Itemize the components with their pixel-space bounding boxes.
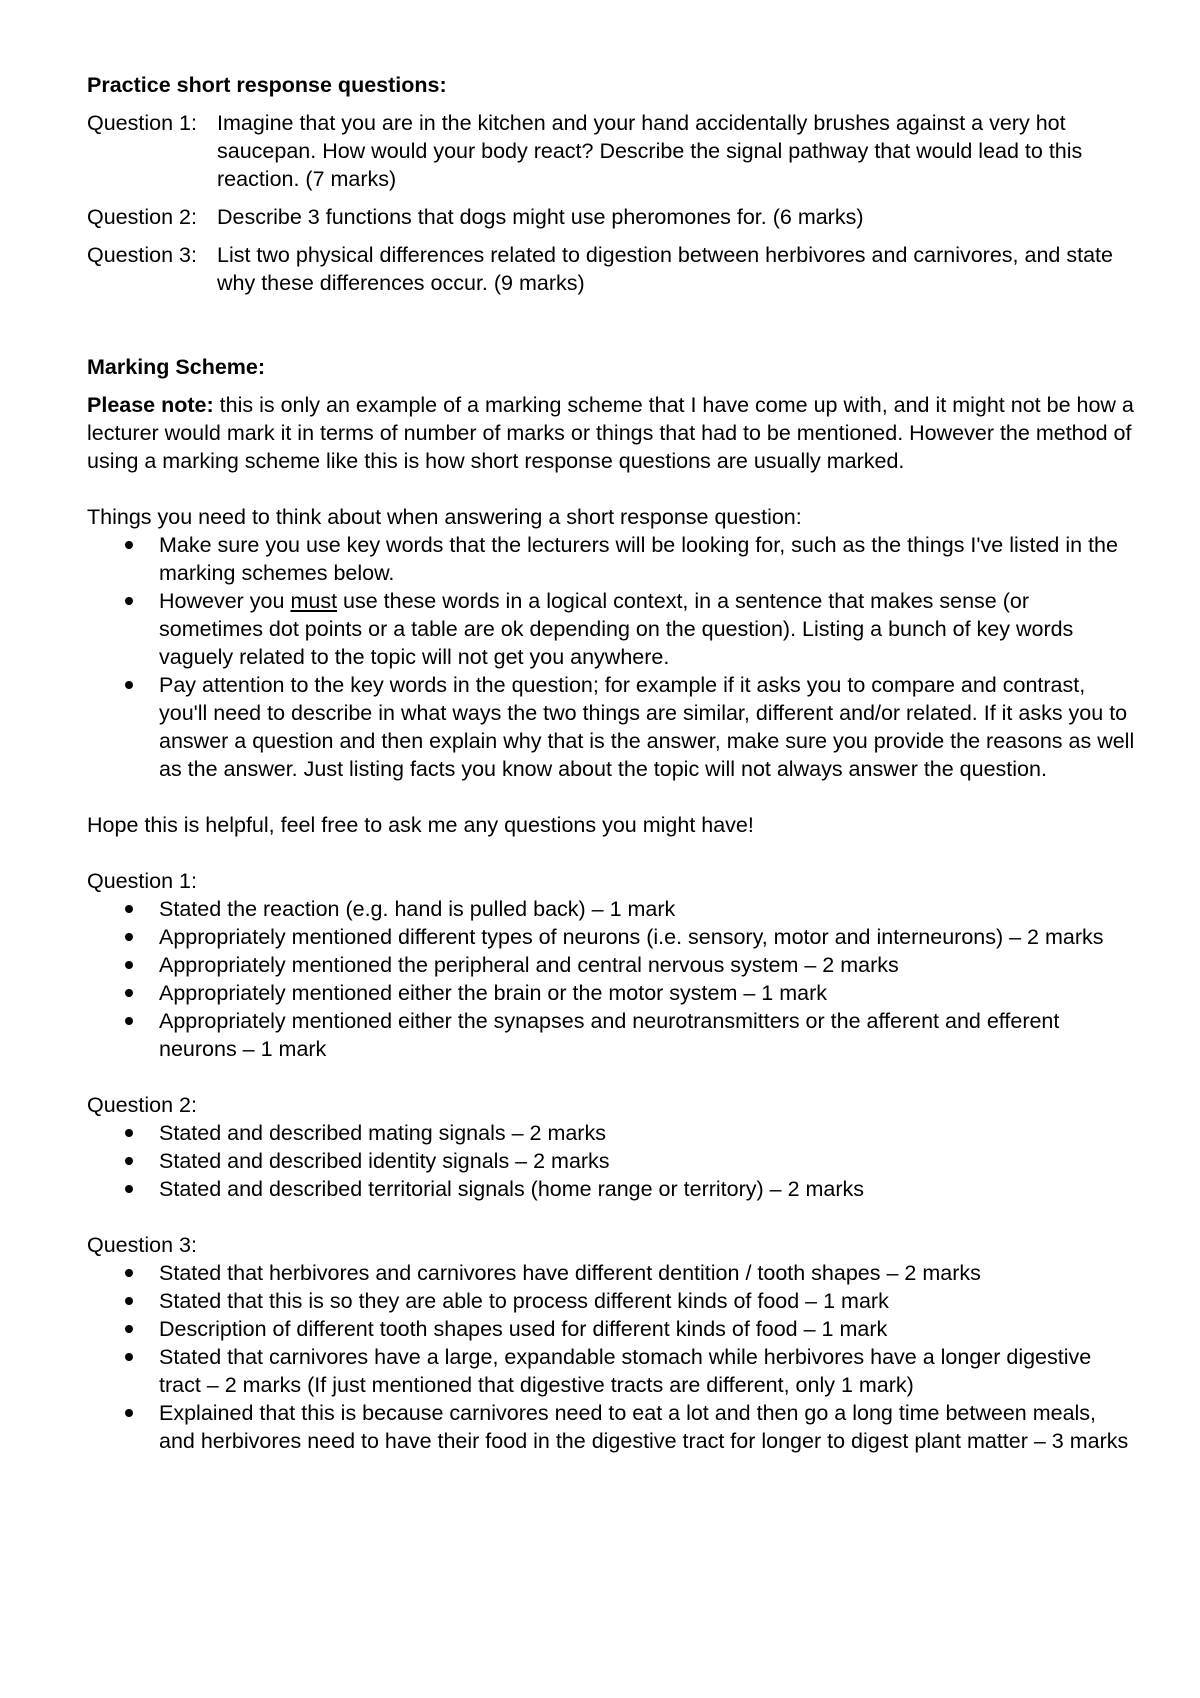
closing-note: Hope this is helpful, feel free to ask me any questions you might have! [87, 813, 754, 837]
practice-question-3 [87, 241, 1137, 297]
practice-question-2 [87, 203, 1137, 231]
question-label: Question 2: [87, 205, 197, 229]
think-intro: Things you need to think about when answering a short response question: [87, 505, 802, 529]
scheme-list [87, 895, 1137, 1063]
practice-heading: Practice short response questions: [87, 73, 447, 97]
list-item: Stated that herbivores and carnivores have different dentition / tooth shapes – 2 marks [87, 1259, 1137, 1287]
list-item: However you must use these words in a logical context, in a sentence that makes sense (or sometimes dot points or a table are ok depending on the question). Listing a bunch of key words vaguely related to the topic will not get you anywhere. [87, 587, 1137, 671]
question-text: List two physical differences related to digestion between herbivores and carnivores, and state why these differences occur. (9 marks) [217, 243, 1113, 295]
list-item: Stated the reaction (e.g. hand is pulled back) – 1 mark [87, 895, 1137, 923]
scheme-list [87, 1119, 1137, 1203]
scheme-question-3 [87, 1231, 1137, 1455]
list-item: Description of different tooth shapes used for different kinds of food – 1 mark [87, 1315, 1137, 1343]
question-text: Imagine that you are in the kitchen and your hand accidentally brushes against a very hot saucepan. How would your body react? Describe the signal pathway that would lead to this reaction. (7 marks) [217, 111, 1083, 191]
question-label: Question 1: [87, 111, 197, 135]
tips-list [87, 531, 1137, 783]
list-item: Stated that carnivores have a large, expandable stomach while herbivores have a longer digestive tract – 2 marks (If just mentioned that digestive tracts are different, only 1 mark) [87, 1343, 1137, 1399]
question-text: Describe 3 functions that dogs might use pheromones for. (6 marks) [217, 205, 864, 229]
underlined-word: must [290, 589, 338, 613]
list-item: Make sure you use key words that the lecturers will be looking for, such as the things I've listed in the marking schemes below. [87, 531, 1137, 587]
list-item: Stated and described identity signals – 2 marks [87, 1147, 1137, 1175]
please-note-label: Please note: [87, 393, 214, 417]
marking-scheme-heading: Marking Scheme: [87, 355, 266, 379]
scheme-label: Question 1: [87, 869, 197, 893]
scheme-list [87, 1259, 1137, 1455]
please-note-paragraph [87, 391, 1137, 475]
list-item: Stated and described mating signals – 2 marks [87, 1119, 1137, 1147]
scheme-label: Question 2: [87, 1093, 197, 1117]
list-item: Appropriately mentioned the peripheral and central nervous system – 2 marks [87, 951, 1137, 979]
list-item: Appropriately mentioned either the brain or the motor system – 1 mark [87, 979, 1137, 1007]
scheme-question-2 [87, 1091, 1137, 1203]
list-item: Pay attention to the key words in the question; for example if it asks you to compare and contrast, you'll need to describe in what ways the two things are similar, different and/or related. If it asks you to answer a question and then explain why that is the answer, make sure you provide the reasons as well as the answer. Just listing facts you know about the topic will not always answer the question. [87, 671, 1137, 783]
please-note-text: this is only an example of a marking scheme that I have come up with, and it might not be how a lecturer would mark it in terms of number of marks or things that had to be mentioned. However the method of using a marking scheme like this is how short response questions are usually marked. [87, 393, 1134, 473]
list-item: Appropriately mentioned different types of neurons (i.e. sensory, motor and interneurons) – 2 marks [87, 923, 1137, 951]
list-item: Stated that this is so they are able to process different kinds of food – 1 mark [87, 1287, 1137, 1315]
scheme-question-1 [87, 867, 1137, 1063]
document-content [87, 71, 1137, 1455]
scheme-label: Question 3: [87, 1233, 197, 1257]
list-item: Stated and described territorial signals (home range or territory) – 2 marks [87, 1175, 1137, 1203]
list-item: Appropriately mentioned either the synapses and neurotransmitters or the afferent and efferent neurons – 1 mark [87, 1007, 1137, 1063]
practice-question-1 [87, 109, 1137, 193]
list-item: Explained that this is because carnivores need to eat a lot and then go a long time between meals, and herbivores need to have their food in the digestive tract for longer to digest plant matter – 3 marks [87, 1399, 1137, 1455]
question-label: Question 3: [87, 243, 197, 267]
